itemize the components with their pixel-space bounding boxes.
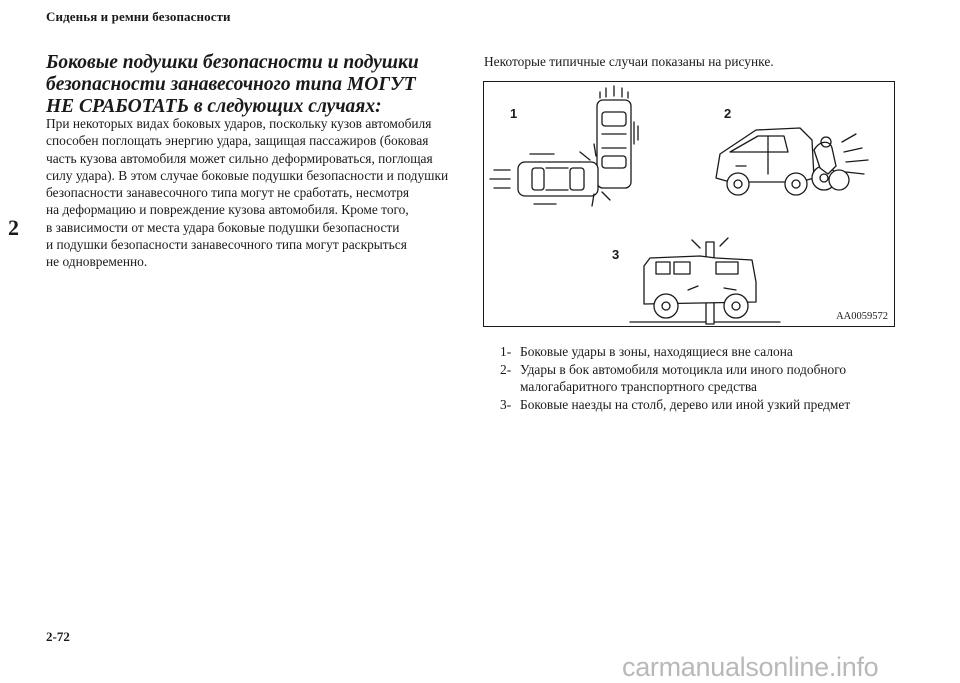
figure-code: AA0059572 (836, 311, 888, 322)
body-line: в зависимости от места удара боковые подушки безопасности (46, 219, 400, 235)
caption-text: малогабаритного транспортного средства (520, 379, 757, 394)
running-header: Сиденья и ремни безопасности (46, 9, 231, 24)
scene-3-suv (644, 238, 756, 318)
caption-number: 2- (500, 361, 512, 377)
title-line: безопасности занавесочного типа МОГУТ (46, 74, 416, 95)
caption-text: Боковые наезды на столб, дерево или иной узкий предмет (520, 396, 851, 412)
caption-number: 3- (500, 396, 512, 412)
body-line: способен поглощать энергию удара, защищая пассажиров (боковая (46, 133, 429, 149)
caption-item (500, 396, 900, 414)
page-number: 2-72 (46, 629, 70, 644)
title-line: НЕ СРАБОТАТЬ в следующих случаях: (46, 96, 382, 117)
caption-text: Боковые удары в зоны, находящиеся вне салона (520, 344, 793, 359)
body-line: часть кузова автомобиля может сильно деформироваться, поглощая (46, 150, 433, 166)
body-line: При некоторых видах боковых ударов, поскольку кузов автомобиля (46, 116, 432, 131)
figure-intro: Некоторые типичные случаи показаны на рисунке. (484, 54, 774, 69)
watermark: carmanualsonline.info (622, 652, 879, 682)
chapter-tab (0, 200, 40, 256)
caption-item-continued (500, 378, 900, 396)
body-line: силу удара). В этом случае боковые подушки безопасности и подушки (46, 167, 449, 183)
scene-2-motorcycle (812, 134, 868, 190)
figure-label-3: 3 (612, 247, 620, 262)
scene-1-vertical-car (597, 86, 638, 188)
scene-2-suv (716, 128, 814, 195)
chapter-number: 2 (8, 215, 19, 240)
figure-label-2: 2 (724, 106, 732, 121)
body-line: безопасности занавесочного типа могут не сработать, несмотря (46, 185, 410, 201)
caption-item (500, 343, 900, 361)
body-line: и подушки безопасности занавесочного типа могут раскрыться (46, 237, 407, 253)
illustration-figure (483, 81, 895, 327)
scene-1-horizontal-car (490, 154, 598, 204)
figure-label-1: 1 (510, 106, 518, 121)
body-line: не одновременно. (46, 254, 148, 270)
body-paragraph (46, 115, 461, 271)
title-line: Боковые подушки безопасности и подушки (46, 52, 419, 73)
crash-scenarios-illustration (484, 82, 893, 325)
figure-captions (500, 343, 900, 413)
body-line: на деформацию и повреждение кузова автомобиля. Кроме того, (46, 202, 409, 218)
section-title (46, 52, 446, 118)
caption-item (500, 361, 900, 379)
caption-number: 1- (500, 344, 512, 359)
caption-text: Удары в бок автомобиля мотоцикла или иного подобного (520, 361, 847, 377)
